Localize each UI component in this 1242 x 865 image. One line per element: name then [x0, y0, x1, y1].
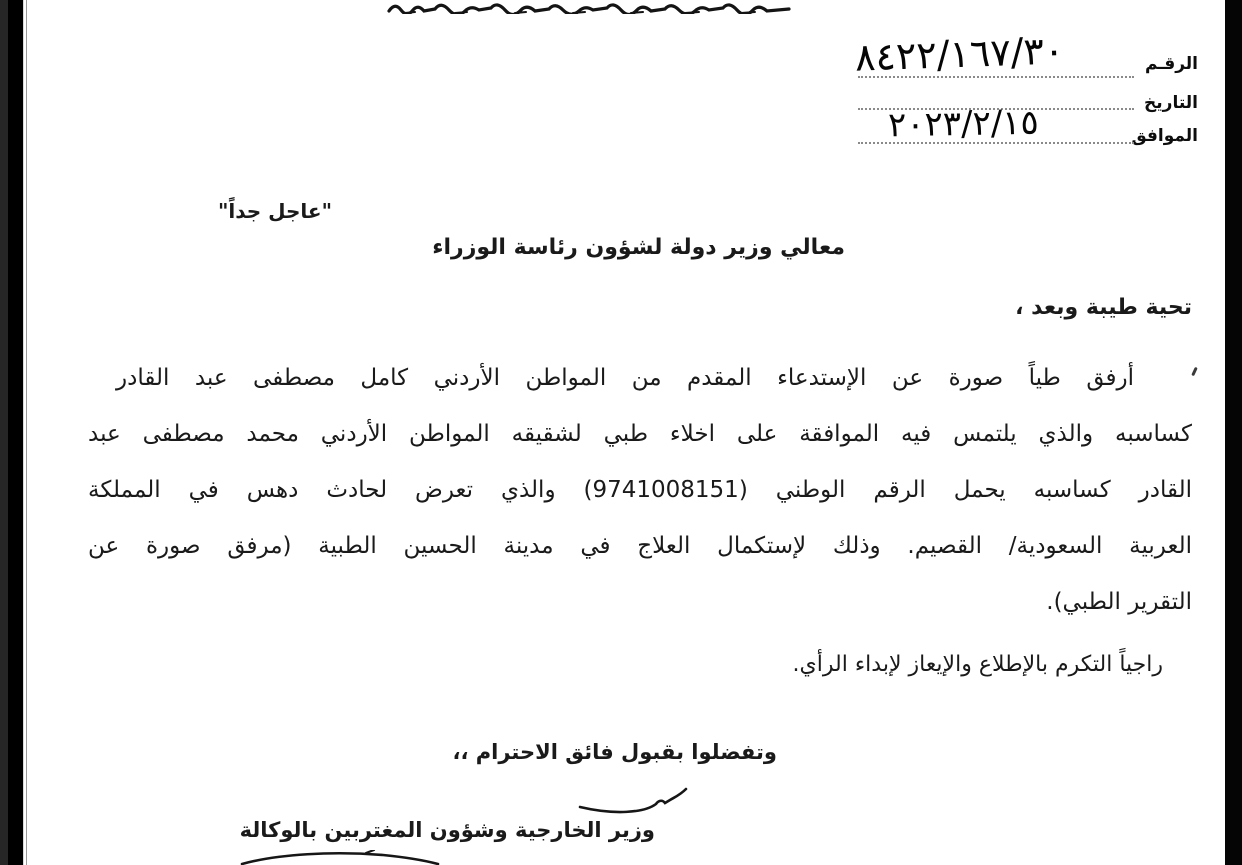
- body-line-1: أرفق طياً صورة عن الإستدعاء المقدم من المواطن الأردني كامل مصطفى عبد القادر: [116, 365, 1134, 391]
- body-line-4: العربية السعودية/ القصيم. وذلك لإستكمال العلاج في مدينة الحسين الطبية (مرفق صورة عن: [88, 533, 1192, 559]
- signature-flourish-top: [572, 786, 692, 820]
- scan-edge-right: [1225, 0, 1242, 865]
- letterhead-clipped-text: [385, 0, 795, 14]
- scan-edge-left-line: [26, 0, 27, 865]
- scan-speck: [1191, 367, 1198, 376]
- body-paragraph: [88, 350, 1192, 630]
- field-label-corresponding: الموافق: [1131, 126, 1198, 146]
- letterhead-calligraphy-fragment: [385, 1, 795, 14]
- request-line: راجياً التكرم بالإطلاع والإيعاز لإبداء الرأي.: [792, 652, 1163, 677]
- closing-compliment: وتفضلوا بقبول فائق الاحترام ،،: [452, 740, 777, 764]
- body-line-5: التقرير الطبي).: [1046, 589, 1192, 615]
- field-label-number: الرقـم: [1144, 54, 1198, 74]
- addressee-title: معالي وزير دولة لشؤون رئاسة الوزراء: [432, 235, 845, 260]
- salutation: تحية طيبة وبعد ،: [1015, 295, 1192, 320]
- field-value-corresponding-handwritten: ٢٠٢٣/٢/١٥: [887, 102, 1040, 146]
- body-line-2: كساسبه والذي يلتمس فيه الموافقة على اخلاء طبي لشقيقه المواطن الأردني محمد مصطفى عبد: [88, 421, 1192, 447]
- body-line-3: القادر كساسبه يحمل الرقم الوطني (9741008151) والذي تعرض لحادث دهس في المملكة: [88, 477, 1192, 503]
- signature-flourish-bottom: [238, 850, 443, 865]
- urgency-note: "عاجل جداً": [217, 199, 332, 223]
- field-label-date: التاريخ: [1144, 93, 1198, 113]
- signature-title: وزير الخارجية وشؤون المغتربين بالوكالة: [239, 818, 655, 842]
- field-value-number-handwritten: ٨٤٢٢/١٦٧/٣٠: [854, 28, 1066, 80]
- dotted-line-corresponding: [858, 142, 1134, 144]
- scan-edge-left: [0, 0, 24, 865]
- dotted-line-number: [858, 76, 1134, 78]
